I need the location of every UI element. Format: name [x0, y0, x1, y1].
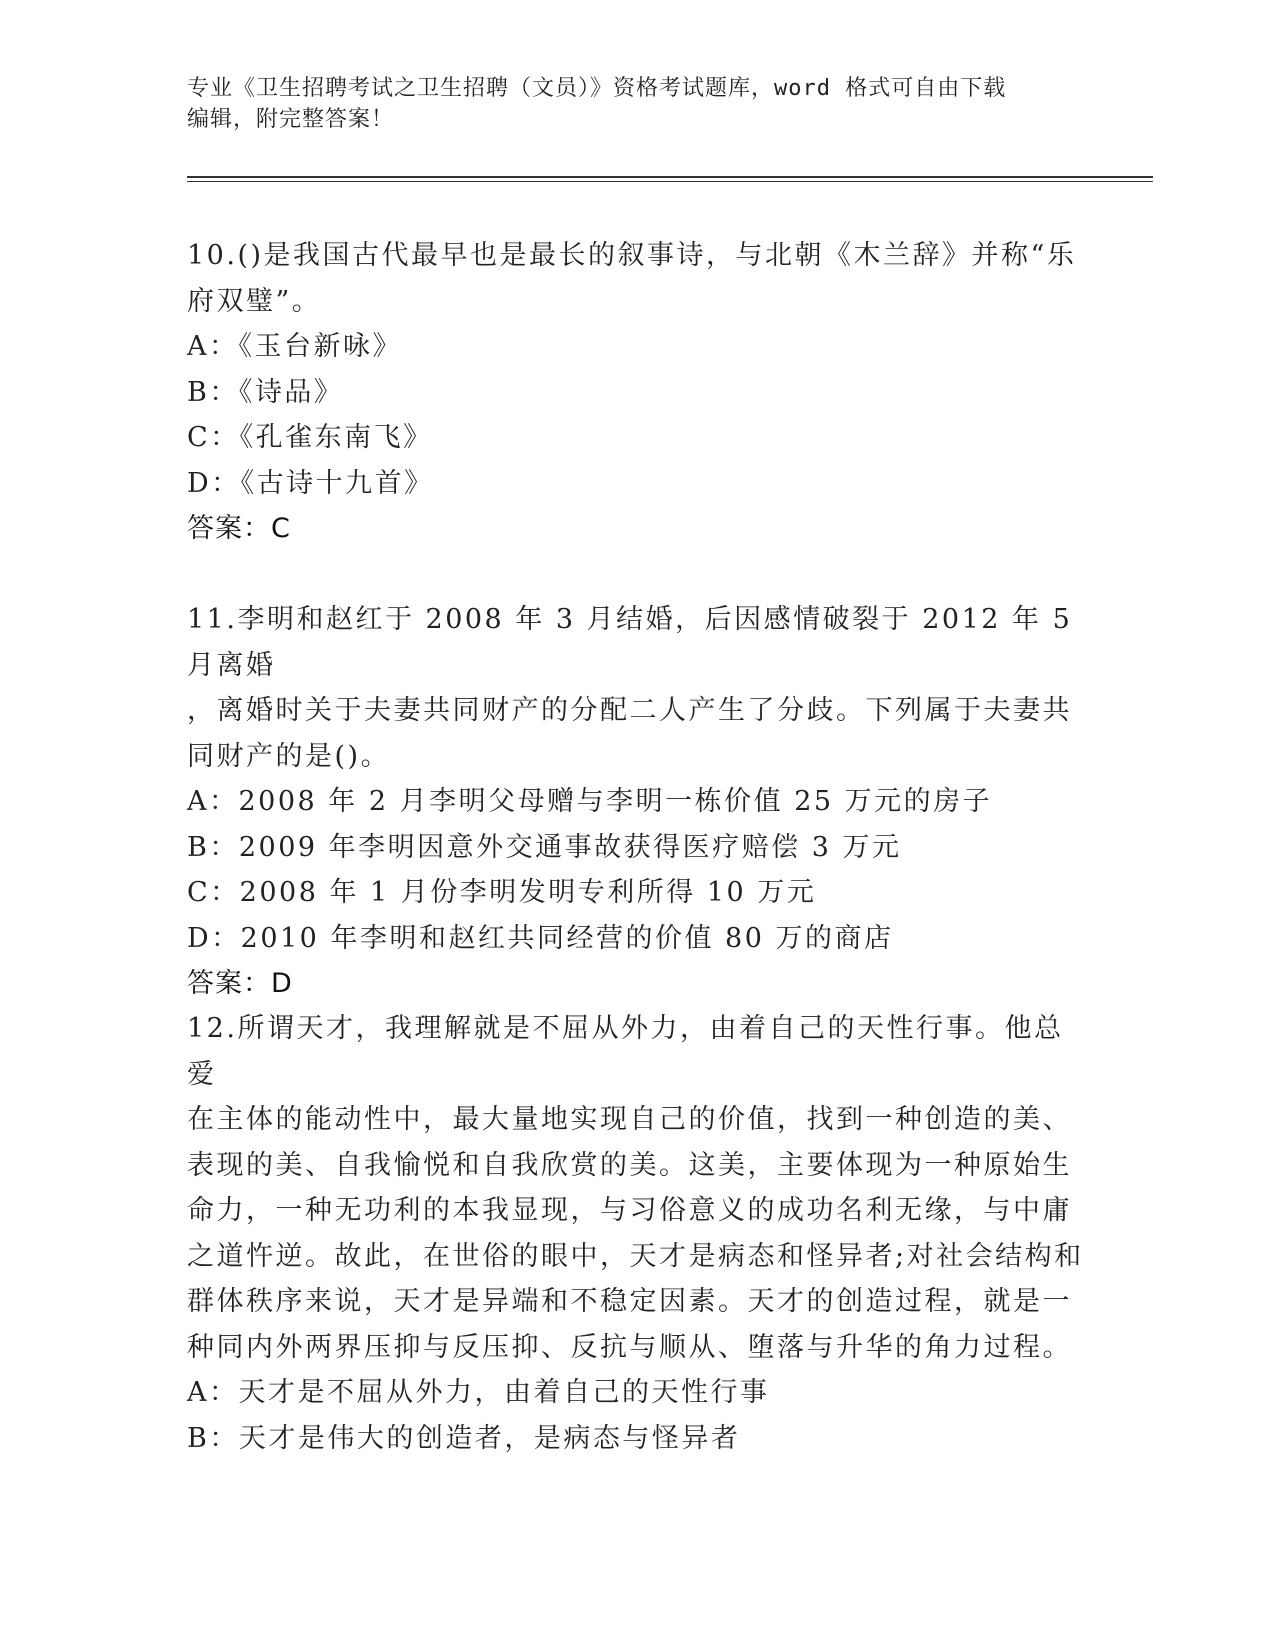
header-divider-thick [187, 176, 1153, 178]
answer-label: 答案：D [187, 968, 293, 999]
option-a: A：2008 年 2 月李明父母赠与李明一栋价值 25 万元的房子 [187, 786, 993, 817]
option-a: A：《玉台新咏》 [187, 331, 402, 362]
question-stem-line: 同财产的是()。 [187, 740, 391, 772]
question-stem-line: 11.李明和赵红于 2008 年 3 月结婚，后因感情破裂于 2012 年 5 月离婚 [187, 604, 1073, 681]
option-d: D：《古诗十九首》 [187, 467, 434, 499]
question-stem-line: 之道忤逆。故此，在世俗的眼中，天才是病态和怪异者;对社会结构和 [187, 1240, 1084, 1272]
question-stem-line: 10.()是我国古代最早也是最长的叙事诗，与北朝《木兰辞》并称“乐 [187, 240, 1077, 271]
answer-label: 答案：C [187, 513, 291, 544]
option-b: B：天才是伟大的创造者，是病态与怪异者 [187, 1422, 741, 1454]
option-d: D：2010 年李明和赵红共同经营的价值 80 万的商店 [187, 922, 894, 954]
question-stem-line: 在主体的能动性中，最大量地实现自己的价值，找到一种创造的美、 [187, 1104, 1072, 1135]
question-stem-line: 府双璧”。 [187, 285, 322, 317]
question-stem-line: 12.所谓天才，我理解就是不屈从外力，由着自己的天性行事。他总爱 [187, 1013, 1064, 1090]
question-stem-line: 种同内外两界压抑与反压抑、反抗与顺从、堕落与升华的角力过程。 [187, 1331, 1072, 1363]
header-line-2: 编辑，附完整答案！ [187, 107, 395, 132]
question-stem-line: 表现的美、自我愉悦和自我欣赏的美。这美，主要体现为一种原始生 [187, 1149, 1072, 1181]
question-11 [187, 597, 1087, 1007]
question-stem-line: ，离婚时关于夫妻共同财产的分配二人产生了分歧。下列属于夫妻共 [187, 695, 1072, 726]
option-c: C：《孔雀东南飞》 [187, 422, 433, 453]
header-line-1: 专业《卫生招聘考试之卫生招聘（文员）》资格考试题库，word 格式可自由下载 [187, 76, 1007, 101]
question-stem-line: 命力，一种无功利的本我显现，与习俗意义的成功名利无缘，与中庸 [187, 1195, 1072, 1226]
question-12 [187, 1006, 1087, 1461]
question-stem-line: 群体秩序来说，天才是异端和不稳定因素。天才的创造过程，就是一 [187, 1286, 1072, 1317]
question-10 [187, 233, 1087, 552]
option-b: B：2009 年李明因意外交通事故获得医疗赔偿 3 万元 [187, 831, 902, 863]
option-a: A：天才是不屈从外力，由着自己的天性行事 [187, 1377, 770, 1408]
option-c: C：2008 年 1 月份李明发明专利所得 10 万元 [187, 877, 817, 908]
header-divider-thin [187, 181, 1153, 182]
document-header [187, 73, 1087, 135]
option-b: B：《诗品》 [187, 376, 344, 408]
